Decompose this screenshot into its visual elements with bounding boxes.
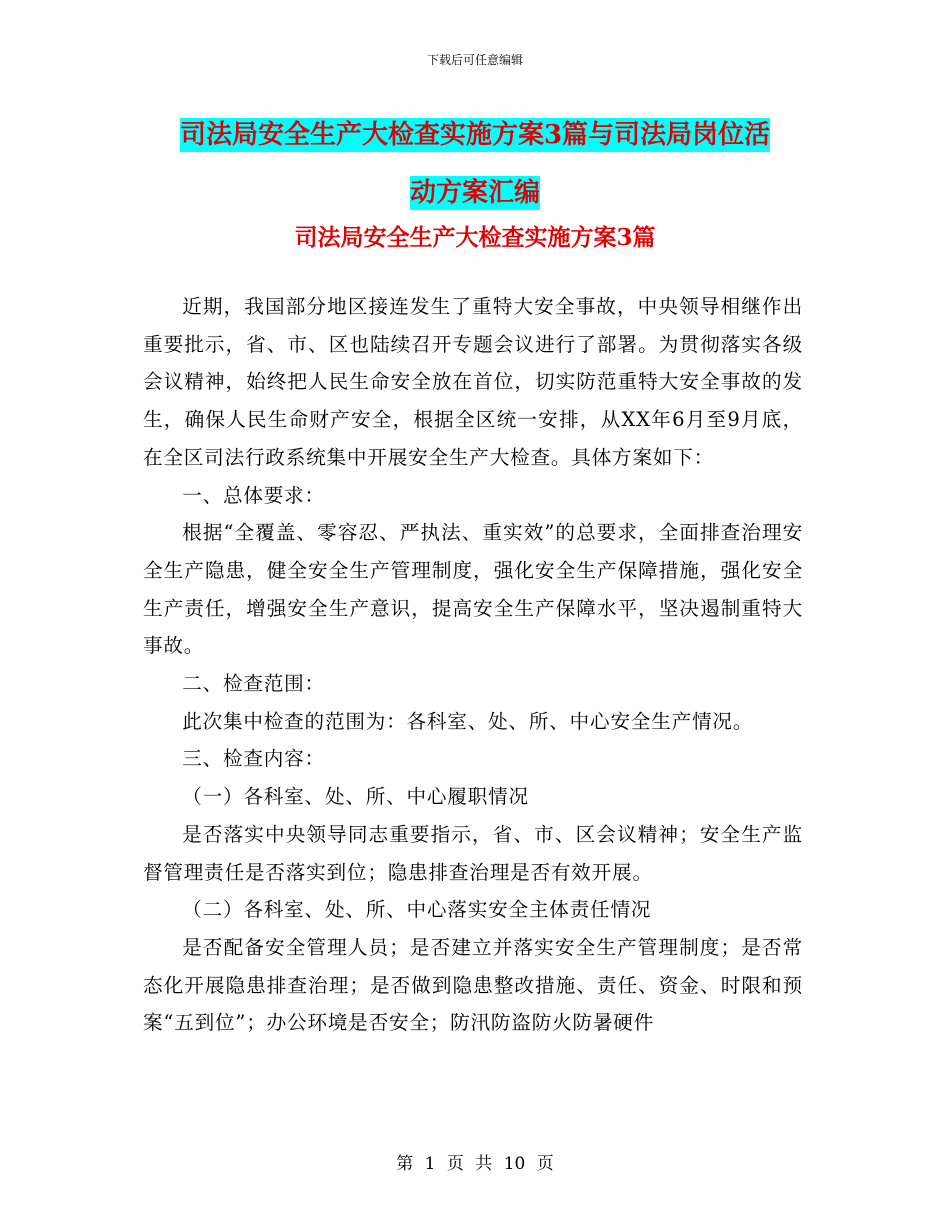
document-title — [150, 106, 800, 222]
page-header: 下载后可任意编辑 — [426, 53, 523, 67]
paragraph: 是否配备安全管理人员；是否建立并落实安全生产管理制度；是否常态化开展隐患排查治理；是否做到隐患整改措施、责任、资金、时限和预案“五到位”；办公环境是否安全；防汛防盗防火防暑硬件 — [143, 935, 803, 1035]
paragraph: 近期，我国部分地区接连发生了重特大安全事故，中央领导相继作出重要批示，省、市、区也陆续召开专题会议进行了部署。为贯彻落实各级会议精神，始终把人民生命安全放在首位，切实防范重特大安全事故的发生，确保人民生命财产安全，根据全区统一安排，从XX年6月至9月底，在全区司法行政系统集中开展安全生产大检查。具体方案如下： — [143, 295, 803, 469]
document-body — [143, 288, 803, 1042]
section-heading: 一、总体要求： — [182, 483, 325, 507]
paragraph: 是否落实中央领导同志重要指示，省、市、区会议精神；安全生产监督管理责任是否落实到位；隐患排查治理是否有效开展。 — [143, 822, 803, 884]
section-title: 司法局安全生产大检查实施方案3篇 — [294, 224, 656, 251]
paragraph: 根据“全覆盖、零容忍、严执法、重实效”的总要求，全面排查治理安全生产隐患，健全安全生产管理制度，强化安全生产保障措施，强化安全生产责任，增强安全生产意识，提高安全生产保障水平，坚决遏制重特大事故。 — [143, 521, 803, 658]
document-title-line-2: 动方案汇编 — [409, 178, 540, 208]
subsection-heading: （一）各科室、处、所、中心履职情况 — [182, 785, 529, 809]
page-number-footer: 第 1 页 共 10 页 — [396, 1154, 554, 1174]
subsection-heading: （二）各科室、处、所、中心落实安全主体责任情况 — [182, 898, 652, 922]
section-heading: 二、检查范围： — [182, 672, 325, 696]
section-heading: 三、检查内容： — [182, 747, 325, 771]
document-title-line-1: 司法局安全生产大检查实施方案3篇与司法局岗位活 — [179, 120, 771, 150]
paragraph: 此次集中检查的范围为：各科室、处、所、中心安全生产情况。 — [182, 709, 754, 733]
